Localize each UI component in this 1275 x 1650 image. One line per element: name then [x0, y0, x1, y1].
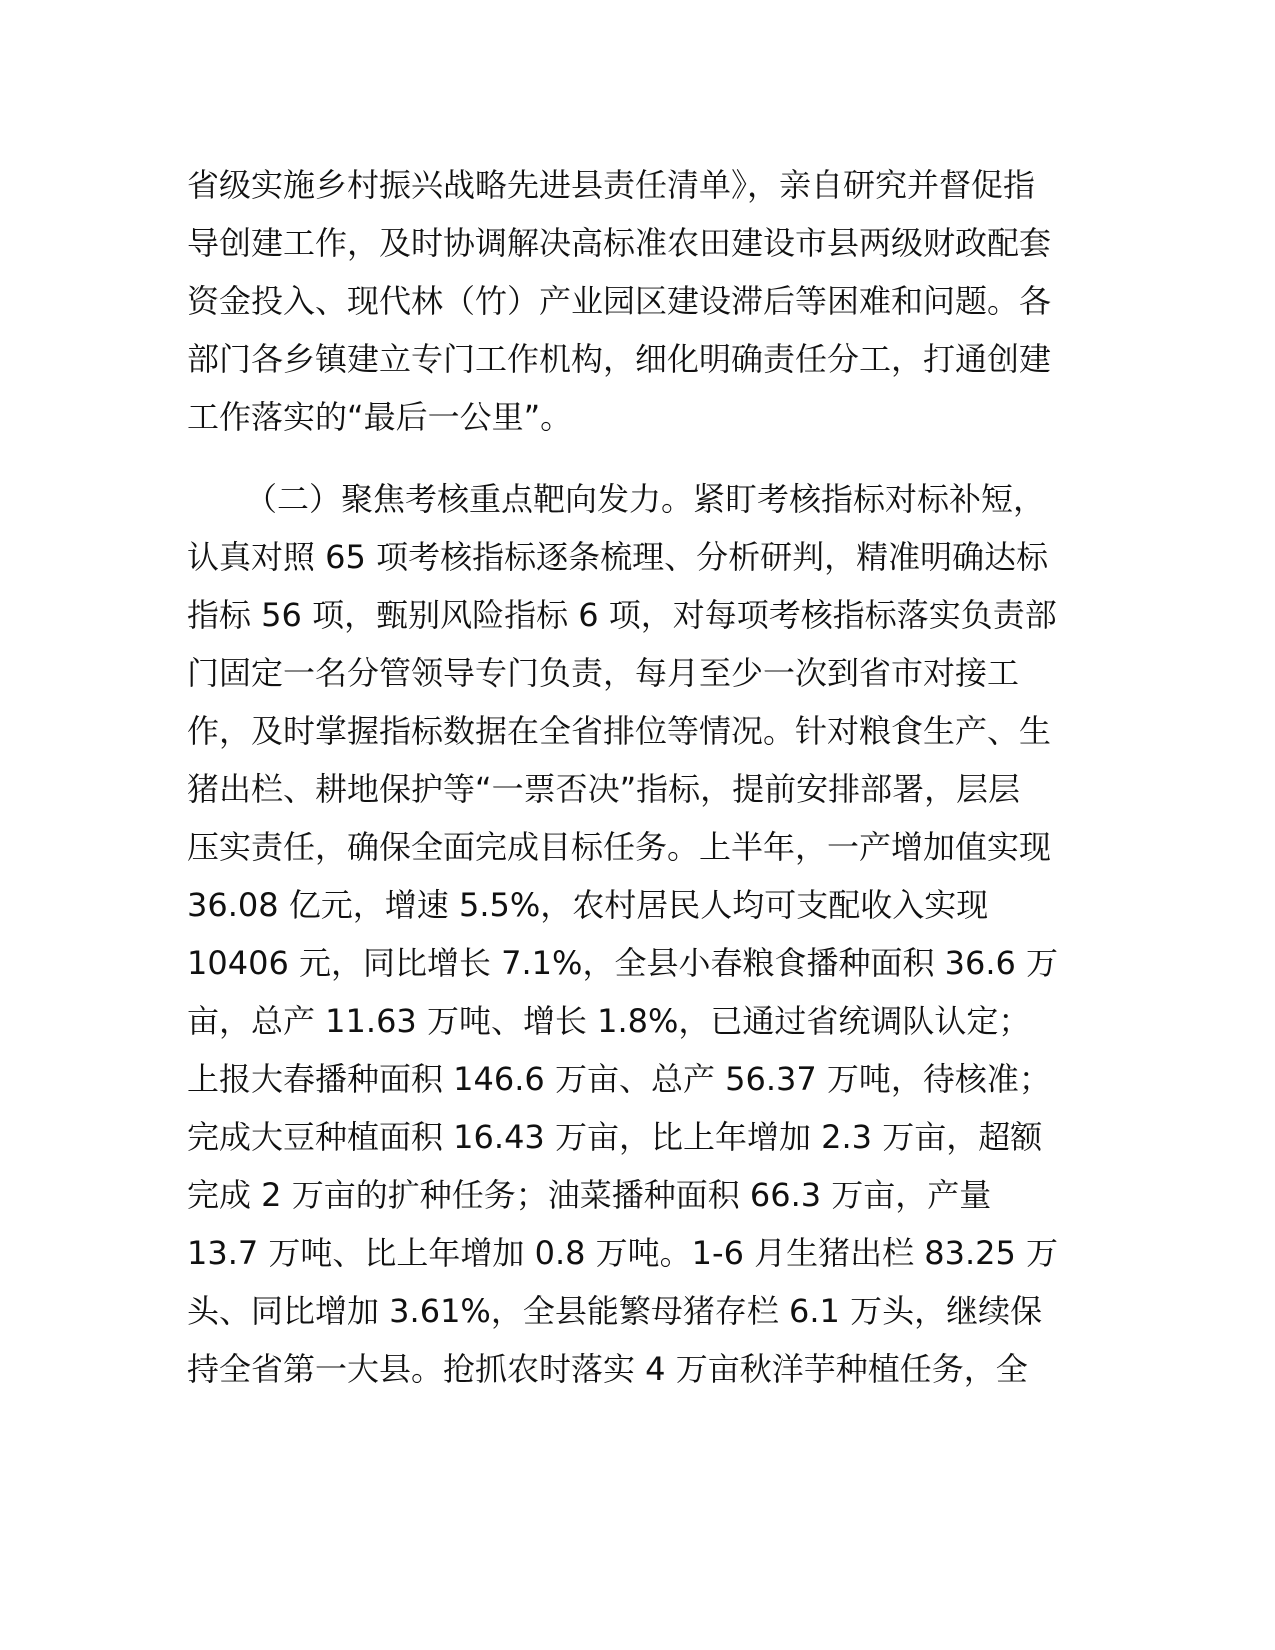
paragraph-2	[187, 470, 1087, 1398]
text-line: 上报大春播种面积 146.6 万亩、总产 56.37 万吨，待核准；	[187, 1060, 1051, 1098]
text-line: 工作落实的“最后一公里”。	[187, 398, 573, 436]
text-line: 导创建工作，及时协调解决高标准农田建设市县两级财政配套	[187, 224, 1052, 262]
text-line: 36.08 亿元，增速 5.5%，农村居民人均可支配收入实现	[187, 886, 989, 924]
text-line: 亩，总产 11.63 万吨、增长 1.8%，已通过省统调队认定；	[187, 1002, 1031, 1040]
text-line: 10406 元，同比增长 7.1%，全县小春粮食播种面积 36.6 万	[187, 944, 1059, 982]
text-line: 压实责任，确保全面完成目标任务。上半年，一产增加值实现	[187, 828, 1052, 866]
text-line: 头、同比增加 3.61%，全县能繁母猪存栏 6.1 万头，继续保	[187, 1292, 1043, 1330]
text-line-indented: （二）聚焦考核重点靶向发力。紧盯考核指标对标补短，	[245, 480, 1046, 518]
paragraph-gap	[187, 446, 1087, 470]
text-line: 指标 56 项，甄别风险指标 6 项，对每项考核指标落实负责部	[187, 596, 1057, 634]
text-line: 省级实施乡村振兴战略先进县责任清单》，亲自研究并督促指	[187, 166, 1036, 204]
text-line: 持全省第一大县。抢抓农时落实 4 万亩秋洋芋种植任务，全	[187, 1350, 1028, 1388]
text-line: 猪出栏、耕地保护等“一票否决”指标，提前安排部署，层层	[187, 770, 1021, 808]
text-line: 完成 2 万亩的扩种任务；油菜播种面积 66.3 万亩，产量	[187, 1176, 992, 1214]
text-line: 部门各乡镇建立专门工作机构，细化明确责任分工，打通创建	[187, 340, 1052, 378]
text-line: 认真对照 65 项考核指标逐条梳理、分析研判，精准明确达标	[187, 538, 1049, 576]
text-line: 作，及时掌握指标数据在全省排位等情况。针对粮食生产、生	[187, 712, 1052, 750]
text-line: 完成大豆种植面积 16.43 万亩，比上年增加 2.3 万亩，超额	[187, 1118, 1043, 1156]
text-line: 13.7 万吨、比上年增加 0.8 万吨。1-6 月生猪出栏 83.25 万	[187, 1234, 1059, 1272]
paragraph-1	[187, 156, 1087, 446]
body-text	[187, 156, 1087, 1398]
text-line: 资金投入、现代林（竹）产业园区建设滞后等困难和问题。各	[187, 282, 1052, 320]
text-line: 门固定一名分管领导专门负责，每月至少一次到省市对接工	[187, 654, 1020, 692]
